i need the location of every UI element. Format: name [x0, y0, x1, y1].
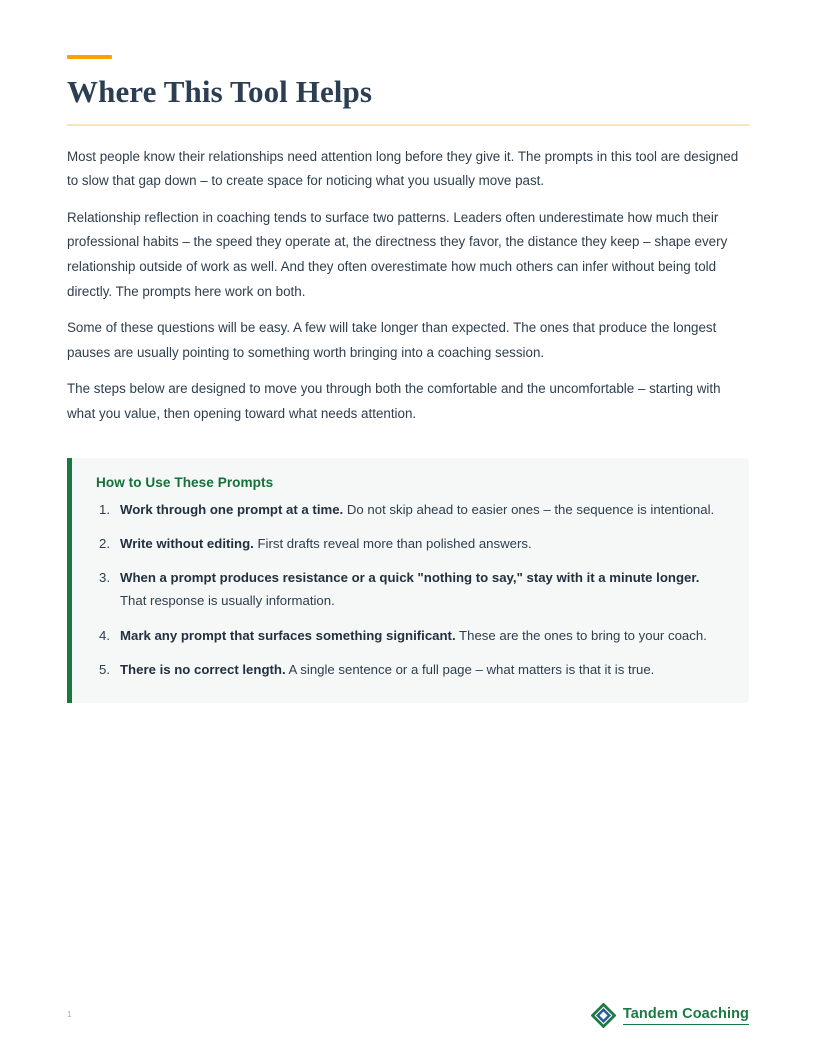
title-divider [67, 124, 749, 126]
paragraph: Most people know their relationships need attention long before they give it. The prompts in this tool are designed to slow that gap down – to create space for noticing what you usually move past. [67, 148, 739, 189]
list-item [96, 624, 723, 647]
how-to-use-callout [67, 458, 749, 704]
page-footer [0, 1001, 816, 1041]
instruction-list [96, 498, 723, 682]
list-item-rest: A single sentence or a full page – what matters is that it is true. [285, 662, 655, 678]
list-item-rest: First drafts reveal more than polished answers. [253, 535, 532, 551]
paragraph: The steps below are designed to move you through both the comfortable and the uncomfortable – starting with what you value, then opening toward what needs attention. [67, 381, 721, 421]
brand-logo [591, 1003, 749, 1028]
list-item-lead: When a prompt produces resistance or a quick "nothing to say," stay with it a minute longer. [120, 570, 700, 586]
list-item [96, 658, 723, 681]
list-item-lead: Write without editing. [120, 535, 254, 551]
list-item [96, 498, 723, 521]
list-item [96, 566, 723, 613]
intro-paragraphs [67, 145, 749, 427]
paragraph: Some of these questions will be easy. A few will take longer than expected. The ones that produce the longest pauses are usually pointing to something worth bringing into a coaching session. [67, 320, 717, 360]
page-title: Where This Tool Helps [67, 74, 373, 109]
page-number: 1 [67, 1009, 72, 1019]
list-item-lead: Work through one prompt at a time. [120, 501, 344, 517]
paragraph: Relationship reflection in coaching tends to surface two patterns. Leaders often underestimate how much their professional habits – the speed they operate at, the directness they favor, the distance they keep – shape every relationship outside of work as well. And they often overestimate how much others can infer without being told directly. The prompts here work on both. [67, 209, 728, 299]
brand-name: Tandem Coaching [623, 1006, 749, 1025]
list-item-rest: Do not skip ahead to easier ones – the sequence is intentional. [343, 501, 715, 517]
page-content [67, 0, 749, 703]
list-item-lead: There is no correct length. [120, 662, 286, 678]
list-item-rest: That response is usually information. [120, 593, 335, 609]
title-accent-bar [67, 55, 112, 59]
tandem-diamond-logo-icon [591, 1003, 616, 1028]
list-item-rest: These are the ones to bring to your coach. [455, 627, 707, 643]
callout-title: How to Use These Prompts [96, 474, 274, 490]
list-item [96, 532, 723, 555]
list-item-lead: Mark any prompt that surfaces something significant. [120, 627, 456, 643]
